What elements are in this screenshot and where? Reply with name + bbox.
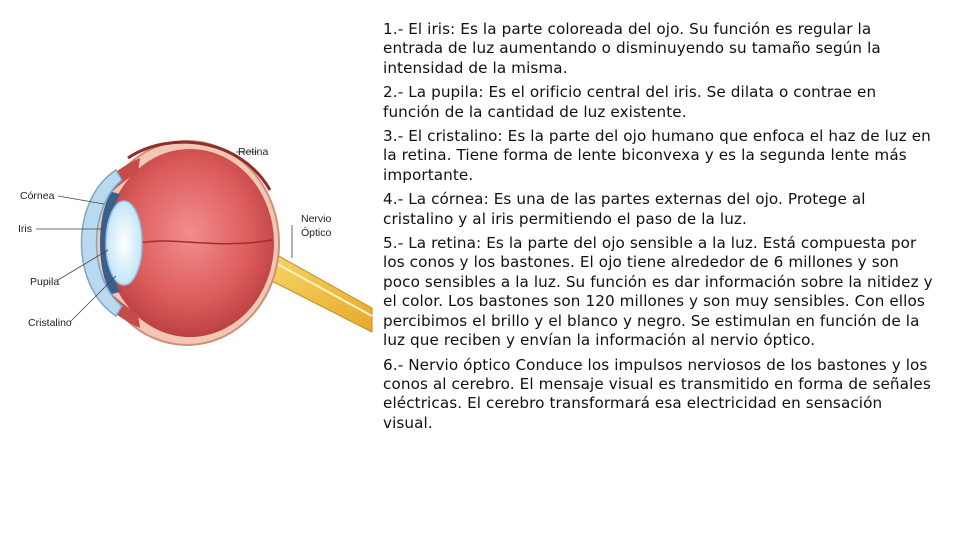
optic-nerve-shape: [262, 250, 372, 332]
label-optic-nerve-1: Nervio: [301, 213, 332, 225]
label-lens: Cristalino: [28, 317, 72, 329]
label-retina: Retina: [238, 146, 269, 158]
paragraph-optic-nerve: 6.- Nervio óptico Conduce los impulsos nerviosos de los bastones y los conos al cerebro. El mensaje visual es transmitido en forma de señales eléctricas. El cerebro transformará esa electricidad en sensación visual.: [383, 355, 931, 432]
eye-anatomy-diagram: [0, 100, 380, 380]
paragraph-retina: 5.- La retina: Es la parte del ojo sensible a la luz. Está compuesta por los conos y los bastones. El ojo tiene alrededor de 6 millones y son poco sensibles a la luz. Su función es dar información sobre la nitidez y el color. Los bastones son 120 millones y son muy sensibles. Con ellos percibimos el brillo y el blanco y negro. Se estimulan en función de la luz que reciben y envían la información al nervio óptico.: [383, 234, 933, 350]
lens-shape: [106, 201, 142, 285]
eye-illustration: [0, 100, 380, 380]
paragraph-pupil: 2.- La pupila: Es el orificio central del iris. Se dilata o contrae en función de la cantidad de luz existente.: [383, 83, 877, 121]
label-pupil: Pupila: [30, 276, 60, 288]
label-cornea: Córnea: [20, 190, 55, 202]
label-optic-nerve-2: Óptico: [301, 227, 332, 239]
label-iris: Iris: [18, 223, 32, 235]
paragraph-lens: 3.- El cristalino: Es la parte del ojo humano que enfoca el haz de luz en la retina. Tiene forma de lente biconvexa y es la segunda lente más importante.: [383, 127, 931, 184]
paragraph-cornea: 4.- La córnea: Es una de las partes externas del ojo. Protege al cristalino y al iris permitiendo el paso de la luz.: [383, 190, 866, 228]
text-content: [383, 20, 933, 438]
paragraph-iris: 1.- El iris: Es la parte coloreada del ojo. Su función es regular la entrada de luz aumentando o disminuyendo su tamaño según la intensidad de la misma.: [383, 20, 881, 77]
